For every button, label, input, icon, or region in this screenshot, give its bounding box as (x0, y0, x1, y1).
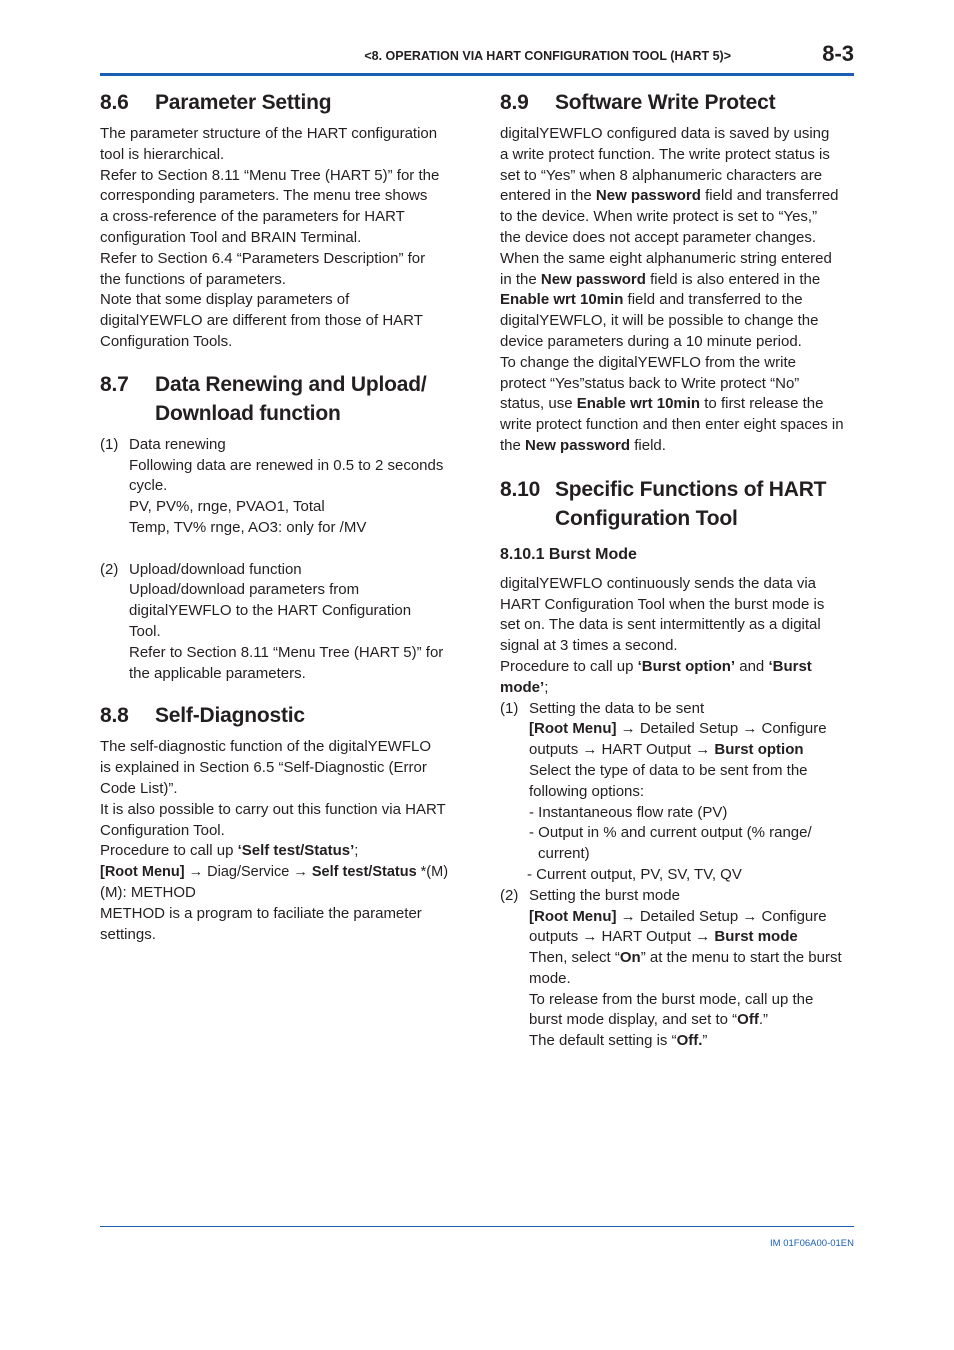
section-8-10 (500, 475, 858, 1052)
option-item: - Instantaneous flow rate (PV) (529, 803, 728, 821)
footer-rule (100, 1226, 854, 1227)
text-line: METHOD is a program to faciliate the parameter (100, 904, 422, 922)
section-heading: 8.6 Parameter Setting (100, 91, 332, 114)
text-line: Upload/download parameters from (129, 581, 360, 599)
section-body (100, 737, 462, 945)
section-body (500, 574, 858, 1052)
text-line: the functions of parameters. (100, 270, 286, 288)
text-line: the applicable parameters. (129, 664, 306, 682)
left-column (100, 88, 462, 945)
text-line: signal at 3 times a second. (500, 637, 678, 655)
text-line: protect “Yes”status back to Write protect “No” (500, 374, 800, 392)
section-heading: 8.9 Software Write Protect (500, 91, 776, 114)
text-line: a cross-reference of the parameters for HART (100, 208, 405, 226)
text-line: Code List)”. (100, 779, 178, 797)
text-line: When the same eight alphanumeric string entered (500, 249, 832, 267)
section-heading: 8.10 Specific Functions of HART Configuration Tool (500, 477, 827, 530)
subsection-heading: 8.10.1 Burst Mode (500, 545, 637, 563)
text-line: is explained in Section 6.5 “Self-Diagnostic (Error (100, 759, 427, 777)
text-line: digitalYEWFLO continuously sends the data via (500, 574, 817, 592)
list-item: (1) Setting the data to be sent (500, 699, 705, 717)
section-heading: 8.8 Self-Diagnostic (100, 704, 305, 728)
text-line: configuration Tool and BRAIN Terminal. (100, 228, 362, 246)
text-line: digitalYEWFLO are different from those of HART (100, 312, 423, 330)
section-8-7 (100, 370, 462, 685)
text-line: The parameter structure of the HART configuration (100, 125, 438, 142)
text-line: To release from the burst mode, call up the (529, 990, 814, 1008)
text-line: Refer to Section 6.4 “Parameters Description” for (100, 249, 426, 267)
text-line: set to “Yes” when 8 alphanumeric characters are (500, 166, 823, 184)
text-line: Following data are renewed in 0.5 to 2 seconds (129, 456, 444, 474)
header-rule (100, 73, 854, 76)
text-line: a write protect function. The write protect status is (500, 145, 830, 163)
text-line: The default setting is “Off.” (529, 1032, 708, 1050)
text-line: PV, PV%, rnge, PVAO1, Total (129, 498, 325, 516)
text-line: It is also possible to carry out this function via HART (100, 800, 446, 818)
section-8-6 (100, 88, 462, 353)
running-header: <8. OPERATION VIA HART CONFIGURATION TOOL (HART 5)> (364, 49, 731, 63)
text-line: the New password field. (500, 436, 666, 454)
text-line: settings. (100, 925, 156, 943)
text-line: entered in the New password field and transferred (500, 187, 839, 205)
text-line: cycle. (129, 477, 168, 495)
section-body (100, 435, 462, 685)
text-line: Tool. (129, 622, 161, 640)
text-line: digitalYEWFLO configured data is saved by using (500, 125, 830, 142)
text-line: write protect function and then enter eight spaces in (500, 416, 844, 434)
text-line: Procedure to call up ‘Self test/Status’; (100, 842, 359, 860)
text-line: digitalYEWFLO to the HART Configuration (129, 602, 412, 620)
section-body (500, 124, 858, 457)
text-line: Select the type of data to be sent from the (529, 761, 808, 779)
text-line: to the device. When write protect is set to “Yes,” (500, 208, 818, 226)
text-line: Procedure to call up ‘Burst option’ and ‘Burst (500, 657, 812, 675)
text-line: Configuration Tool. (100, 821, 225, 839)
option-item: - Current output, PV, SV, TV, QV (527, 865, 742, 883)
text-line: mode’; (500, 678, 549, 696)
text-line: following options: (529, 782, 645, 800)
menu-path: outputs → HART Output → Burst mode (529, 928, 798, 946)
text-line: Configuration Tools. (100, 332, 233, 350)
text-line: HART Configuration Tool when the burst mode is (500, 595, 825, 613)
page-number: 8-3 (822, 41, 854, 66)
section-8-9 (500, 88, 858, 457)
text-line: Enable wrt 10min field and transferred to the (500, 291, 803, 309)
text-line: digitalYEWFLO, it will be possible to change the (500, 312, 819, 330)
option-item-continued: current) (538, 845, 590, 863)
right-column (500, 88, 858, 1052)
text-line: in the New password field is also entered in the (500, 270, 821, 288)
text-line: Refer to Section 8.11 “Menu Tree (HART 5)” for the (100, 166, 440, 184)
text-line: set on. The data is sent intermittently as a digital (500, 616, 821, 634)
text-line: (M): METHOD (100, 883, 196, 901)
text-line: the device does not accept parameter changes. (500, 228, 817, 246)
text-line: To change the digitalYEWFLO from the write (500, 353, 796, 371)
document-id: IM 01F06A00-01EN (770, 1238, 854, 1249)
text-line: Then, select “On” at the menu to start the burst (529, 949, 842, 967)
list-item: (2) Setting the burst mode (500, 886, 680, 904)
text-line: mode. (529, 969, 571, 987)
list-item: (2) Upload/download function (100, 560, 302, 578)
menu-path: [Root Menu] → Diag/Service → Self test/Status *(M) (100, 864, 449, 881)
text-line: Note that some display parameters of (100, 291, 350, 309)
text-line: Temp, TV% rnge, AO3: only for /MV (129, 518, 367, 536)
menu-path: [Root Menu] → Detailed Setup → Configure (529, 907, 827, 925)
menu-path: [Root Menu] → Detailed Setup → Configure (529, 720, 827, 738)
option-item: - Output in % and current output (% range/ (529, 824, 812, 842)
text-line: tool is hierarchical. (100, 145, 225, 163)
section-body (100, 124, 462, 353)
menu-path: outputs → HART Output → Burst option (529, 741, 804, 759)
text-line: status, use Enable wrt 10min to first release the (500, 395, 824, 413)
text-line: corresponding parameters. The menu tree shows (100, 187, 428, 205)
section-8-8 (100, 701, 462, 945)
section-heading: 8.7 Data Renewing and Upload/ Download function (100, 372, 427, 425)
text-line: burst mode display, and set to “Off.” (529, 1011, 769, 1029)
list-item: (1) Data renewing (100, 435, 226, 453)
text-line: The self-diagnostic function of the digitalYEWFLO (100, 738, 431, 756)
text-line: device parameters during a 10 minute period. (500, 332, 802, 350)
text-line: Refer to Section 8.11 “Menu Tree (HART 5)” for (129, 643, 444, 661)
